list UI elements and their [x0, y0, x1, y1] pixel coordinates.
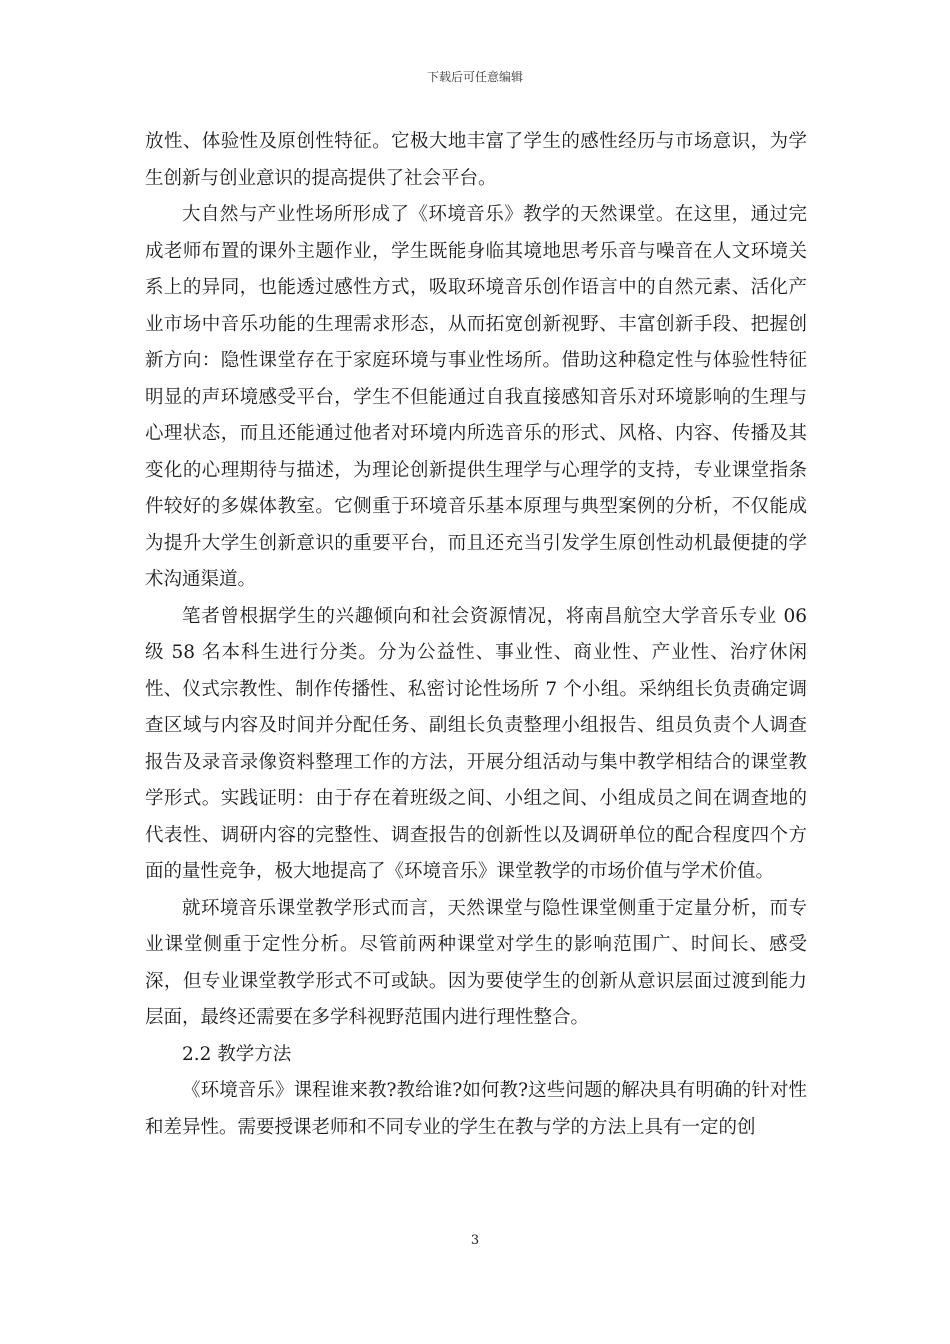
page-number: 3	[470, 1233, 480, 1248]
paragraph-5: 《环境音乐》课程谁来教?教给谁?如何教?这些问题的解决具有明确的针对性和差异性。需要授课老师和不同专业的学生在教与学的方法上具有一定的创	[145, 1080, 807, 1138]
paragraph-3: 笔者曾根据学生的兴趣倾向和社会资源情况，将南昌航空大学音乐专业 06 级 58 名本科生进行分类。分为公益性、事业性、商业性、产业性、治疗休闲性、仪式宗教性、制作传播性、私密讨论性场所 7 个小组。采纳组长负责确定调查区域与内容及时间并分配任务、副组长负责整理小组报告、组员负责个人调查报告及录音录像资料整理工作的方法，开展分组活动与集中教学相结合的课堂教学形式。实践证明：由于存在着班级之间、小组之间、小组成员之间在调查地的代表性、调研内容的完整性、调查报告的创新性以及调研单位的配合程度四个方面的量性竞争，极大地提高了《环境音乐》课堂教学的市场价值与学术价值。	[145, 605, 807, 882]
paragraph-4: 就环境音乐课堂教学形式而言，天然课堂与隐性课堂侧重于定量分析，而专业课堂侧重于定性分析。尽管前两种课堂对学生的影响范围广、时间长、感受深，但专业课堂教学形式不可或缺。因为要使学生的创新从意识层面过渡到能力层面，最终还需要在多学科视野范围内进行理性整合。	[145, 897, 807, 1028]
paragraph-1: 放性、体验性及原创性特征。它极大地丰富了学生的感性经历与市场意识，为学生创新与创业意识的提高提供了社会平台。	[145, 131, 807, 189]
page-header: 下载后可任意编辑	[426, 70, 523, 84]
document-body	[145, 124, 807, 1146]
section-heading: 2.2 教学方法	[182, 1043, 292, 1065]
paragraph-2: 大自然与产业性场所形成了《环境音乐》教学的天然课堂。在这里，通过完成老师布置的课外主题作业，学生既能身临其境地思考乐音与噪音在人文环境关系上的异同，也能透过感性方式，吸取环境音乐创作语言中的自然元素、活化产业市场中音乐功能的生理需求形态，从而拓宽创新视野、丰富创新手段、把握创新方向：隐性课堂存在于家庭环境与事业性场所。借助这种稳定性与体验性特征明显的声环境感受平台，学生不但能通过自我直接感知音乐对环境影响的生理与心理状态，而且还能通过他者对环境内所选音乐的形式、风格、内容、传播及其变化的心理期待与描述，为理论创新提供生理学与心理学的支持，专业课堂指条件较好的多媒体教室。它侧重于环境音乐基本原理与典型案例的分析，不仅能成为提升大学生创新意识的重要平台，而且还充当引发学生原创性动机最便捷的学术沟通渠道。	[145, 204, 807, 590]
